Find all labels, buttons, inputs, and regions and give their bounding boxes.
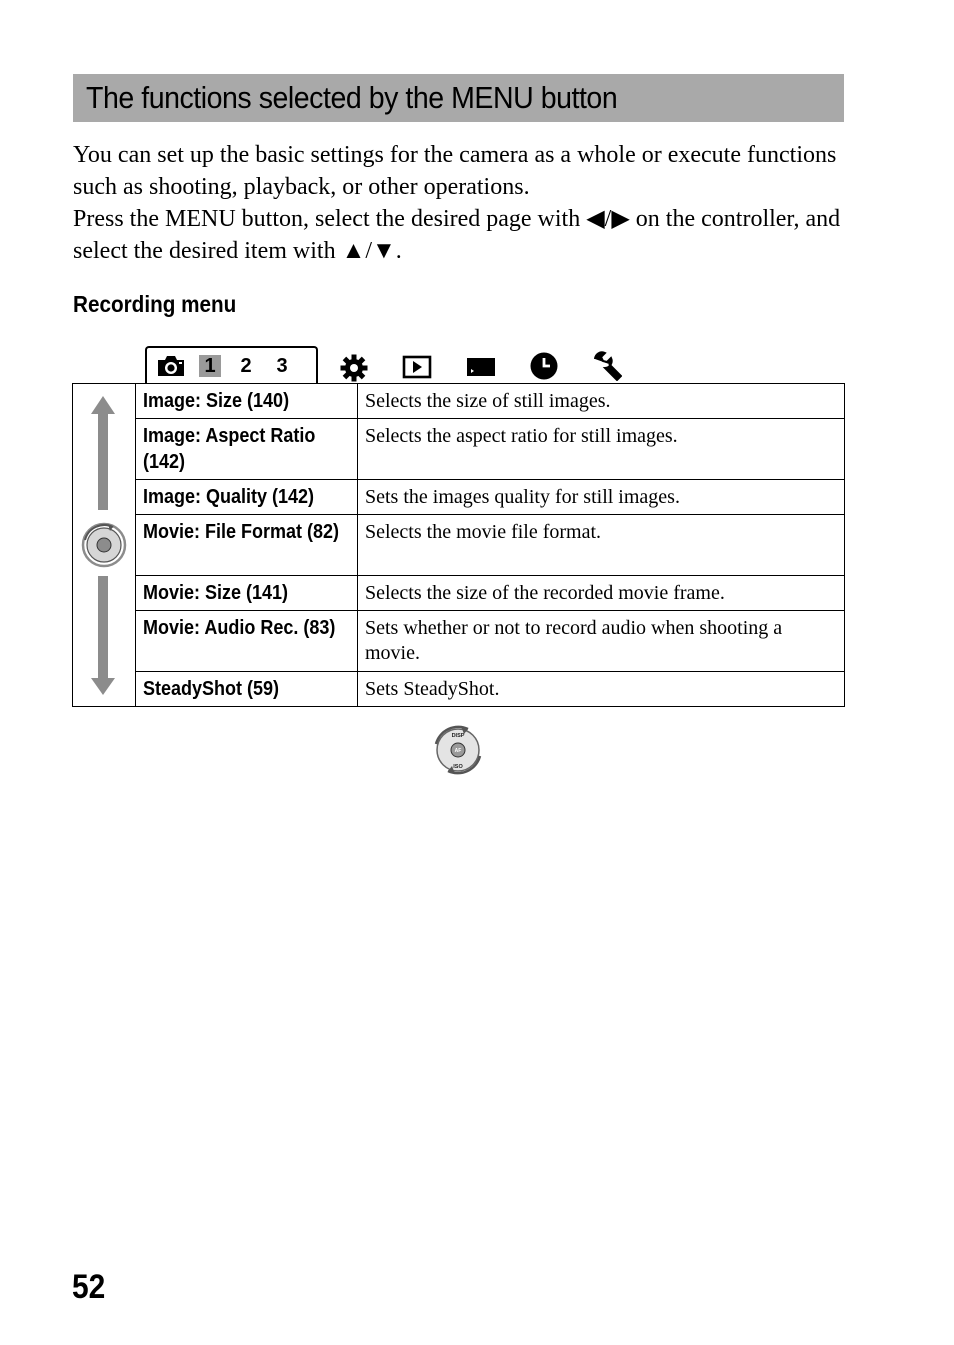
table-row[interactable] bbox=[73, 419, 845, 480]
section-heading: Recording menu bbox=[73, 291, 237, 317]
menu-item-description: Sets whether or not to record audio when shooting a movie. bbox=[358, 611, 845, 672]
menu-item-description: Sets the images quality for still images. bbox=[358, 480, 845, 515]
menu-item-name: Image: Quality (142) bbox=[136, 480, 358, 515]
wrench-icon[interactable] bbox=[592, 351, 622, 381]
camera-icon bbox=[156, 355, 186, 377]
menu-item-description: Selects the size of still images. bbox=[358, 384, 845, 419]
menu-item-description: Selects the movie file format. bbox=[358, 515, 845, 576]
playback-icon[interactable] bbox=[402, 355, 432, 379]
table-row[interactable] bbox=[73, 576, 845, 611]
intro-paragraph-2: Press the MENU button, select the desired page with ◀/▶ on the controller, and select the desired item with ▲/▼. bbox=[73, 206, 841, 264]
controller-nav-column bbox=[73, 384, 136, 707]
menu-item-name: SteadyShot (59) bbox=[136, 672, 358, 707]
menu-item-name: Movie: Audio Rec. (83) bbox=[136, 611, 358, 672]
menu-item-name: Movie: Size (141) bbox=[136, 576, 358, 611]
menu-item-description: Sets SteadyShot. bbox=[358, 672, 845, 707]
table-row[interactable] bbox=[73, 480, 845, 515]
table-row[interactable] bbox=[73, 611, 845, 672]
tab-recording[interactable] bbox=[145, 346, 318, 384]
controller-wheel-icon bbox=[83, 524, 125, 566]
gear-icon[interactable] bbox=[339, 353, 369, 383]
controller-label-bottom: ISO bbox=[453, 764, 463, 770]
menu-item-name: Movie: File Format (82) bbox=[136, 515, 358, 576]
controller-rotate-icon bbox=[428, 724, 490, 776]
memory-card-icon[interactable] bbox=[465, 356, 497, 378]
up-down-arrow-icon bbox=[73, 384, 135, 706]
section-title-bar bbox=[73, 74, 844, 122]
recording-menu-table bbox=[72, 383, 845, 707]
clock-icon[interactable] bbox=[529, 351, 559, 381]
tab-page-2[interactable]: 2 bbox=[240, 355, 252, 377]
tab-page-1[interactable]: 1 bbox=[199, 355, 221, 377]
tab-page-3[interactable]: 3 bbox=[276, 355, 288, 377]
intro-text bbox=[73, 139, 863, 267]
page-title: The functions selected by the MENU button bbox=[86, 80, 618, 115]
menu-item-description: Selects the aspect ratio for still images. bbox=[358, 419, 845, 480]
controller-label-top: DISP bbox=[451, 733, 465, 739]
menu-item-description: Selects the size of the recorded movie frame. bbox=[358, 576, 845, 611]
menu-item-name: Image: Size (140) bbox=[136, 384, 358, 419]
menu-item-name: Image: Aspect Ratio (142) bbox=[136, 419, 358, 480]
intro-paragraph-1: You can set up the basic settings for the camera as a whole or execute functions such as shooting, playback, or other operations. bbox=[73, 142, 837, 200]
table-row[interactable] bbox=[73, 384, 845, 419]
page-number: 52 bbox=[72, 1268, 106, 1306]
table-row[interactable] bbox=[73, 515, 845, 576]
table-row[interactable] bbox=[73, 672, 845, 707]
menu-tab-bar bbox=[145, 346, 845, 384]
controller-label-center: AF bbox=[454, 748, 462, 754]
